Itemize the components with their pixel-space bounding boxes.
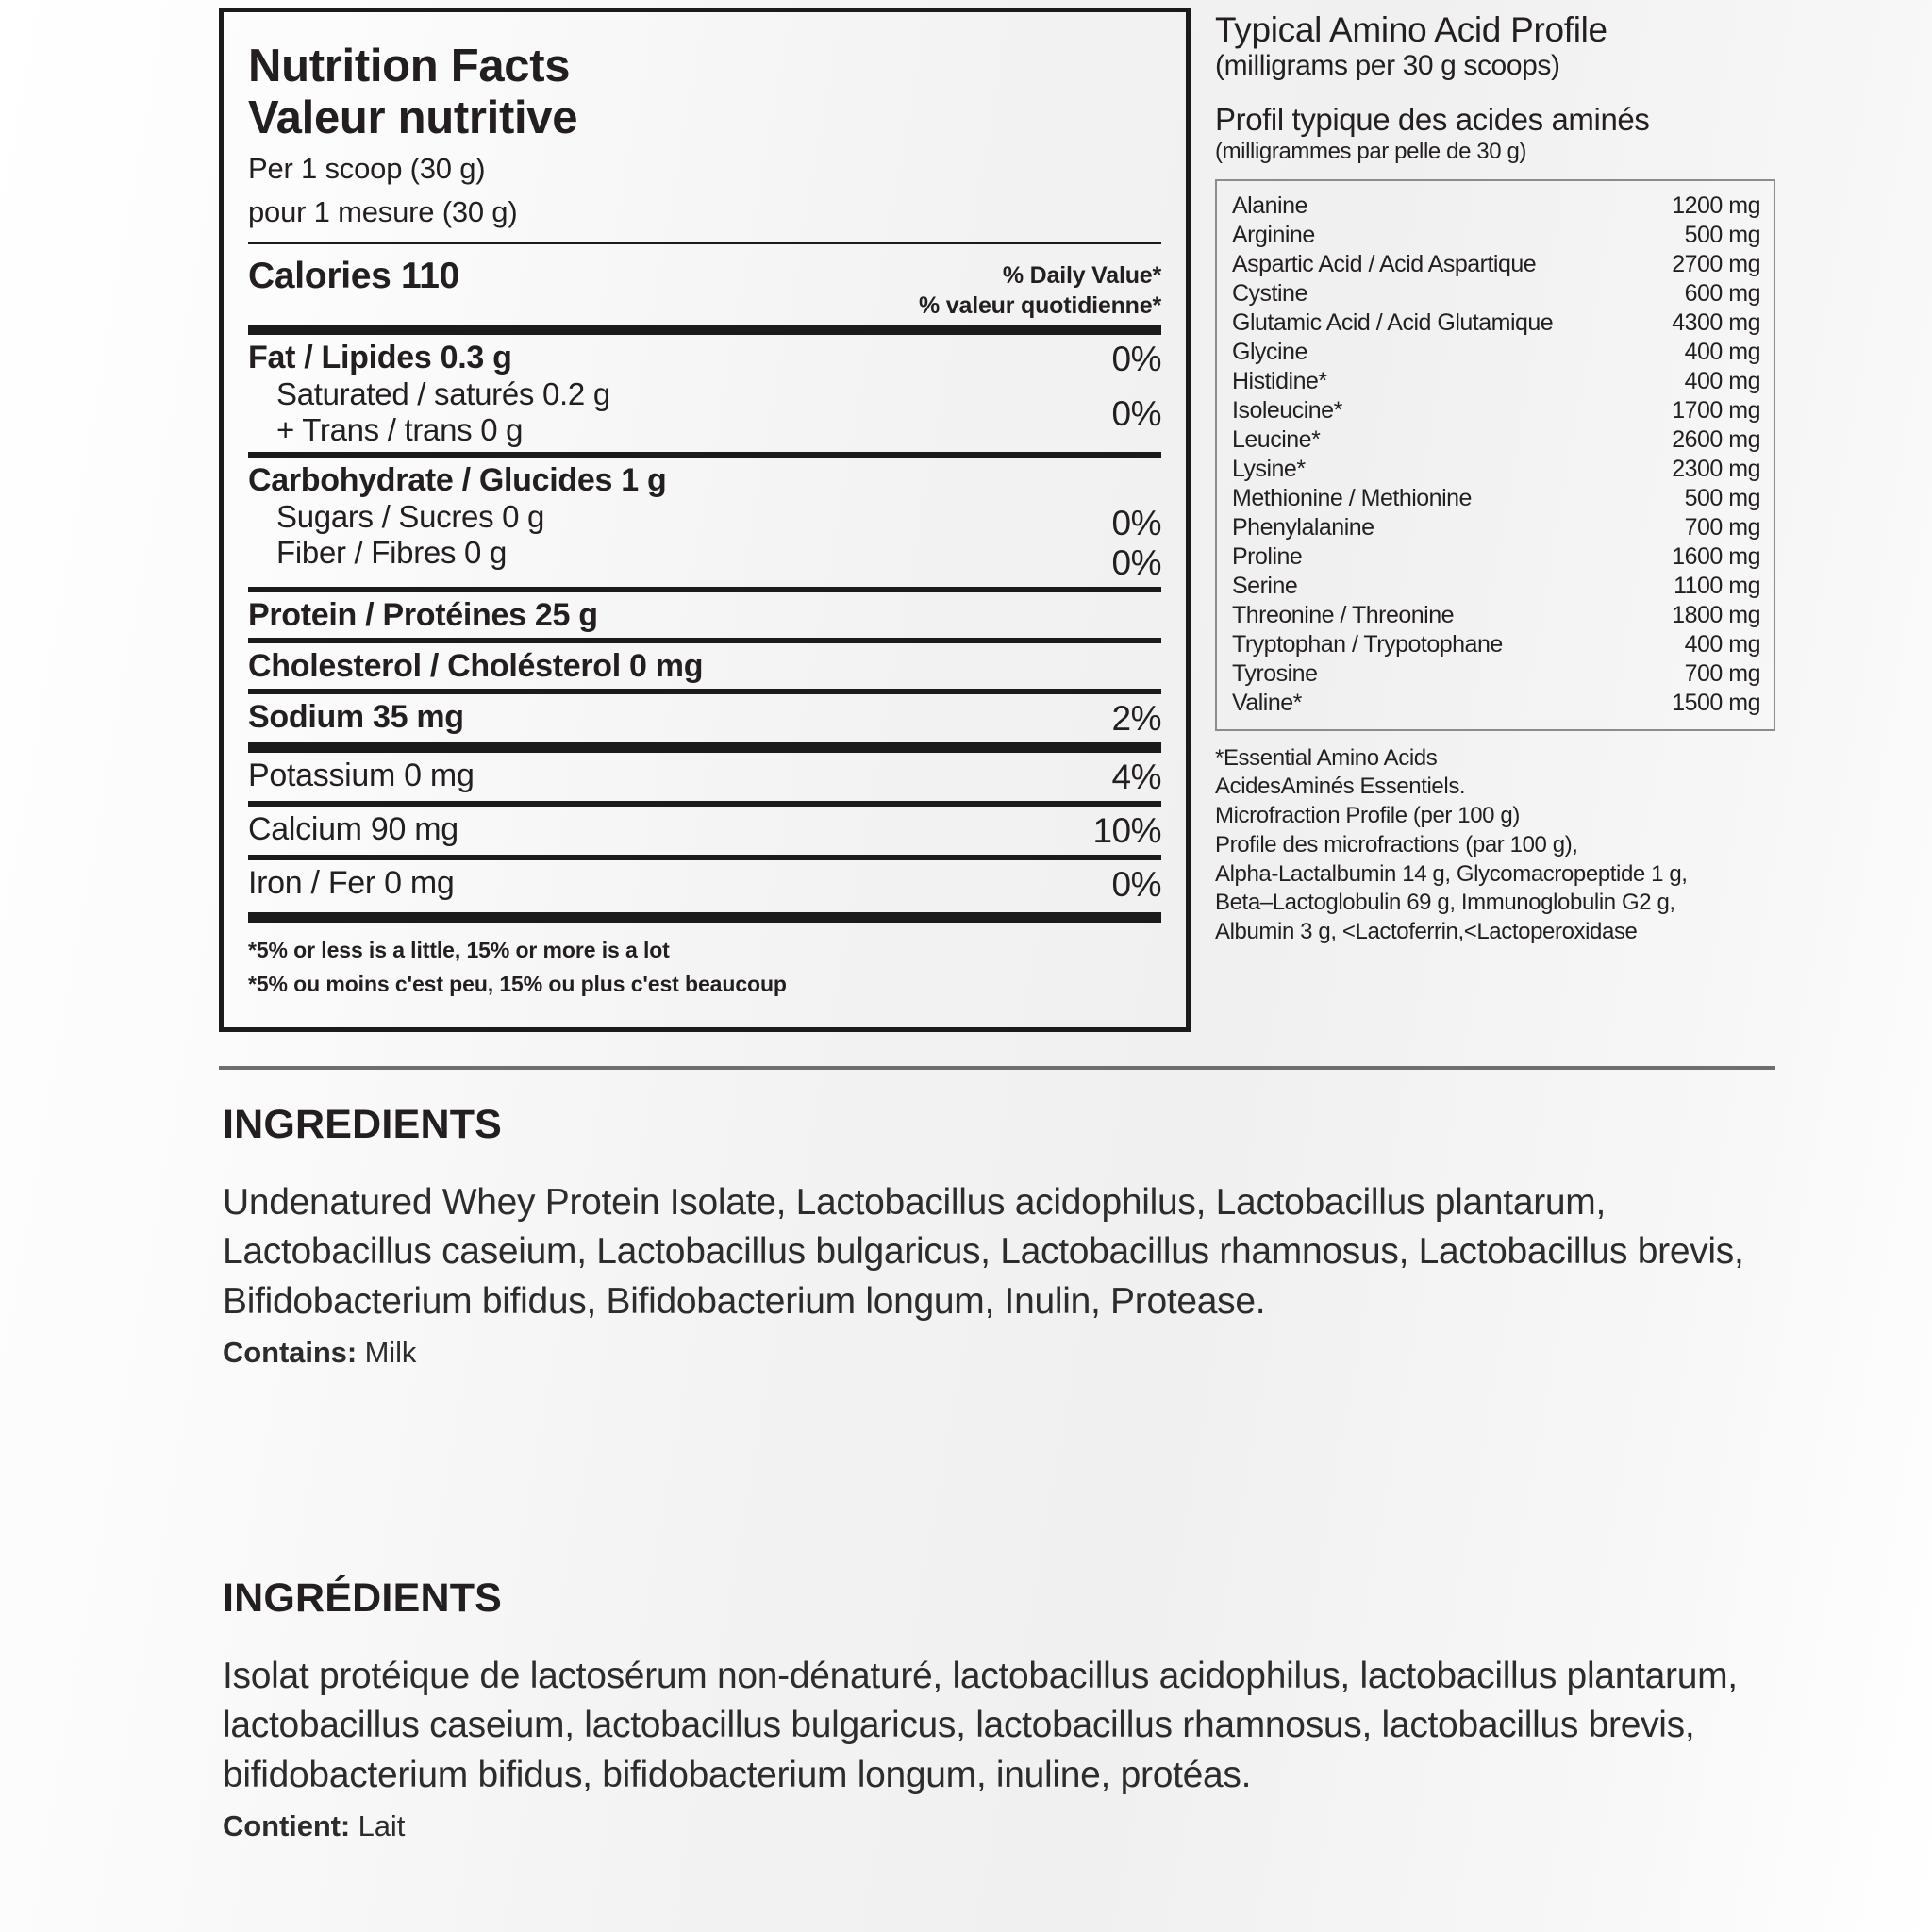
- amino-acid-row: [1232, 455, 1760, 484]
- amino-acid-table: [1215, 179, 1775, 731]
- iron-label: Iron / Fer 0 mg: [248, 865, 455, 902]
- amino-acid-name: Alanine: [1232, 192, 1307, 219]
- amino-acid-value: 700 mg: [1684, 659, 1760, 687]
- fat-percent: 0%: [1111, 340, 1161, 379]
- amino-title-en: Typical Amino Acid Profile: [1215, 10, 1607, 49]
- amino-acid-row: [1232, 250, 1760, 279]
- amino-acid-row: [1232, 396, 1760, 425]
- amino-footnote-line: AcidesAminés Essentiels.: [1215, 774, 1466, 800]
- amino-acid-value: 2300 mg: [1672, 455, 1760, 482]
- ingredients-body-fr: Isolat protéique de lactosérum non-dénaturé, lactobacillus acidophilus, lactobacillus plantarum, lactobacillus caseium, lactobacillus bulgaricus, lactobacillus rhamnosus, lactobacillus brevis, bifidobacterium bifidus, bifidobacterium longum, inuline, protéas.: [223, 1656, 1738, 1795]
- amino-acid-name: Lysine*: [1232, 455, 1306, 482]
- footnote-en: *5% or less is a little, 15% or more is a lot: [248, 938, 670, 963]
- amino-acid-row: [1232, 630, 1760, 659]
- calories-value: Calories 110: [248, 256, 460, 297]
- fat-group: [248, 335, 1161, 452]
- amino-acid-name: Cystine: [1232, 279, 1307, 307]
- amino-acid-row: [1232, 542, 1760, 572]
- protein-label: Protein / Protéines 25 g: [248, 597, 598, 634]
- rule-under-iron: [248, 912, 1161, 923]
- amino-acid-row: [1232, 192, 1760, 221]
- amino-acid-value: 500 mg: [1684, 221, 1760, 248]
- daily-value-header-fr: % valeur quotidienne*: [919, 292, 1161, 320]
- fiber-label: Fiber / Fibres 0 g: [276, 535, 508, 571]
- amino-acid-name: Methionine / Methionine: [1232, 484, 1472, 511]
- amino-acid-value: 400 mg: [1684, 338, 1760, 365]
- ingredients-section-en: [223, 1102, 1770, 1370]
- amino-acid-value: 400 mg: [1684, 367, 1760, 394]
- calcium-percent: 10%: [1092, 811, 1161, 851]
- amino-acid-value: 400 mg: [1684, 630, 1760, 658]
- amino-acid-name: Arginine: [1232, 221, 1315, 248]
- amino-acid-name: Tryptophan / Trypotophane: [1232, 630, 1503, 658]
- amino-acid-name: Aspartic Acid / Acid Aspartique: [1232, 250, 1537, 277]
- amino-acid-row: [1232, 689, 1760, 718]
- amino-footnote-line: Alpha-Lactalbumin 14 g, Glycomacropeptide 1 g,: [1215, 860, 1688, 887]
- nutrition-footnotes: [248, 923, 1161, 1001]
- contains-label-fr: Contient:: [223, 1808, 351, 1842]
- amino-acid-row: [1232, 484, 1760, 513]
- contains-label-en: Contains:: [223, 1335, 358, 1369]
- calcium-label: Calcium 90 mg: [248, 811, 458, 848]
- trans-label: + Trans / trans 0 g: [276, 412, 524, 448]
- amino-acid-name: Threonine / Threonine: [1232, 601, 1455, 628]
- amino-acid-name: Isoleucine*: [1232, 396, 1342, 424]
- amino-acid-value: 1800 mg: [1672, 601, 1760, 628]
- nutrition-facts-panel: [219, 8, 1191, 1032]
- sugars-label: Sugars / Sucres 0 g: [276, 499, 545, 535]
- nutrition-facts-title-en: Nutrition Facts: [248, 41, 571, 92]
- amino-acid-value: 1500 mg: [1672, 689, 1760, 716]
- amino-subtitle-fr: (milligrammes par pelle de 30 g): [1215, 138, 1526, 164]
- sodium-row: [248, 694, 1161, 742]
- amino-footnote-line: Albumin 3 g, <Lactoferrin,<Lactoperoxidase: [1215, 919, 1638, 945]
- potassium-label: Potassium 0 mg: [248, 758, 475, 794]
- amino-acid-row: [1232, 601, 1760, 630]
- amino-acid-row: [1232, 425, 1760, 455]
- rule-under-sodium: [248, 742, 1161, 753]
- amino-acid-value: 700 mg: [1684, 513, 1760, 541]
- serving-size-fr: pour 1 mesure (30 g): [248, 194, 518, 228]
- amino-acid-name: Phenylalanine: [1232, 513, 1374, 541]
- amino-acid-name: Proline: [1232, 542, 1303, 570]
- calories-row: [248, 244, 1161, 325]
- rule-under-calories: [248, 325, 1161, 335]
- amino-acid-name: Serine: [1232, 572, 1298, 599]
- amino-acid-value: 4300 mg: [1672, 308, 1760, 336]
- amino-footnote-line: Beta–Lactoglobulin 69 g, Immunoglobulin G2 g,: [1215, 890, 1675, 916]
- potassium-row: [248, 753, 1161, 801]
- iron-percent: 0%: [1111, 865, 1161, 905]
- amino-acid-row: [1232, 572, 1760, 601]
- amino-acid-row: [1232, 221, 1760, 250]
- amino-acid-value: 1700 mg: [1672, 396, 1760, 424]
- contains-en: [223, 1336, 1770, 1370]
- contains-value-fr: Lait: [358, 1808, 406, 1842]
- iron-row: [248, 860, 1161, 908]
- top-panels: [219, 8, 1775, 1036]
- calcium-row: [248, 807, 1161, 855]
- amino-acid-name: Glycine: [1232, 338, 1307, 365]
- amino-acid-value: 500 mg: [1684, 484, 1760, 511]
- sugars-percent: 0%: [1111, 504, 1161, 543]
- carbohydrate-group: [248, 458, 1161, 587]
- amino-acid-value: 1100 mg: [1674, 572, 1760, 599]
- amino-footnote-line: *Essential Amino Acids: [1215, 744, 1438, 771]
- daily-value-header-en: % Daily Value*: [1002, 262, 1161, 290]
- cholesterol-row: [248, 643, 1161, 689]
- ingredients-body-en: Undenatured Whey Protein Isolate, Lactobacillus acidophilus, Lactobacillus plantarum, Lactobacillus caseium, Lactobacillus bulgaricus, Lactobacillus rhamnosus, Lactobacillus brevis, Bifidobacterium bifidus, Bifidobacterium longum, Inulin, Protease.: [223, 1182, 1744, 1322]
- amino-acid-row: [1232, 513, 1760, 542]
- nutrition-facts-title-fr: Valeur nutritive: [248, 92, 578, 143]
- fiber-percent: 0%: [1111, 543, 1161, 583]
- amino-acid-name: Valine*: [1232, 689, 1302, 716]
- potassium-percent: 4%: [1111, 758, 1161, 797]
- amino-acid-value: 2600 mg: [1672, 425, 1760, 453]
- cholesterol-label: Cholesterol / Cholésterol 0 mg: [248, 648, 704, 685]
- amino-title-fr: Profil typique des acides aminés: [1215, 102, 1650, 138]
- contains-value-en: Milk: [364, 1335, 417, 1369]
- amino-subtitle-en: (milligrams per 30 g scoops): [1215, 49, 1560, 81]
- amino-acid-value: 600 mg: [1684, 279, 1760, 307]
- amino-footnote-line: Profile des microfractions (par 100 g),: [1215, 831, 1578, 858]
- fat-label: Fat / Lipides 0.3 g: [248, 340, 512, 376]
- carbohydrate-label: Carbohydrate / Glucides 1 g: [248, 462, 667, 499]
- saturated-label: Saturated / saturés 0.2 g: [276, 376, 610, 412]
- saturated-percent: 0%: [1111, 394, 1161, 434]
- amino-acid-row: [1232, 659, 1760, 689]
- ingredients-heading-fr: INGRÉDIENTS: [223, 1575, 503, 1621]
- amino-acid-name: Leucine*: [1232, 425, 1321, 453]
- sodium-percent: 2%: [1111, 699, 1161, 739]
- amino-acid-value: 1200 mg: [1672, 192, 1760, 219]
- amino-acid-row: [1232, 367, 1760, 396]
- daily-value-header: [919, 249, 1161, 321]
- contains-fr: [223, 1809, 1770, 1843]
- amino-footnote-line: Microfraction Profile (per 100 g): [1215, 803, 1520, 829]
- amino-acid-name: Histidine*: [1232, 367, 1327, 394]
- ingredients-section-fr: [223, 1575, 1770, 1843]
- sodium-label: Sodium 35 mg: [248, 699, 464, 736]
- amino-acid-row: [1232, 279, 1760, 308]
- amino-acid-row: [1232, 338, 1760, 367]
- amino-acid-name: Tyrosine: [1232, 659, 1318, 687]
- amino-acid-panel: [1215, 8, 1775, 1036]
- serving-size-en: Per 1 scoop (30 g): [248, 151, 486, 185]
- section-divider: [219, 1066, 1775, 1070]
- protein-row: [248, 592, 1161, 638]
- amino-acid-footnotes: [1215, 744, 1775, 947]
- amino-acid-value: 1600 mg: [1672, 542, 1760, 570]
- amino-acid-value: 2700 mg: [1672, 250, 1760, 277]
- amino-acid-name: Glutamic Acid / Acid Glutamique: [1232, 308, 1554, 336]
- ingredients-heading-en: INGREDIENTS: [223, 1102, 503, 1147]
- footnote-fr: *5% ou moins c'est peu, 15% ou plus c'est beaucoup: [248, 971, 787, 996]
- amino-acid-row: [1232, 308, 1760, 338]
